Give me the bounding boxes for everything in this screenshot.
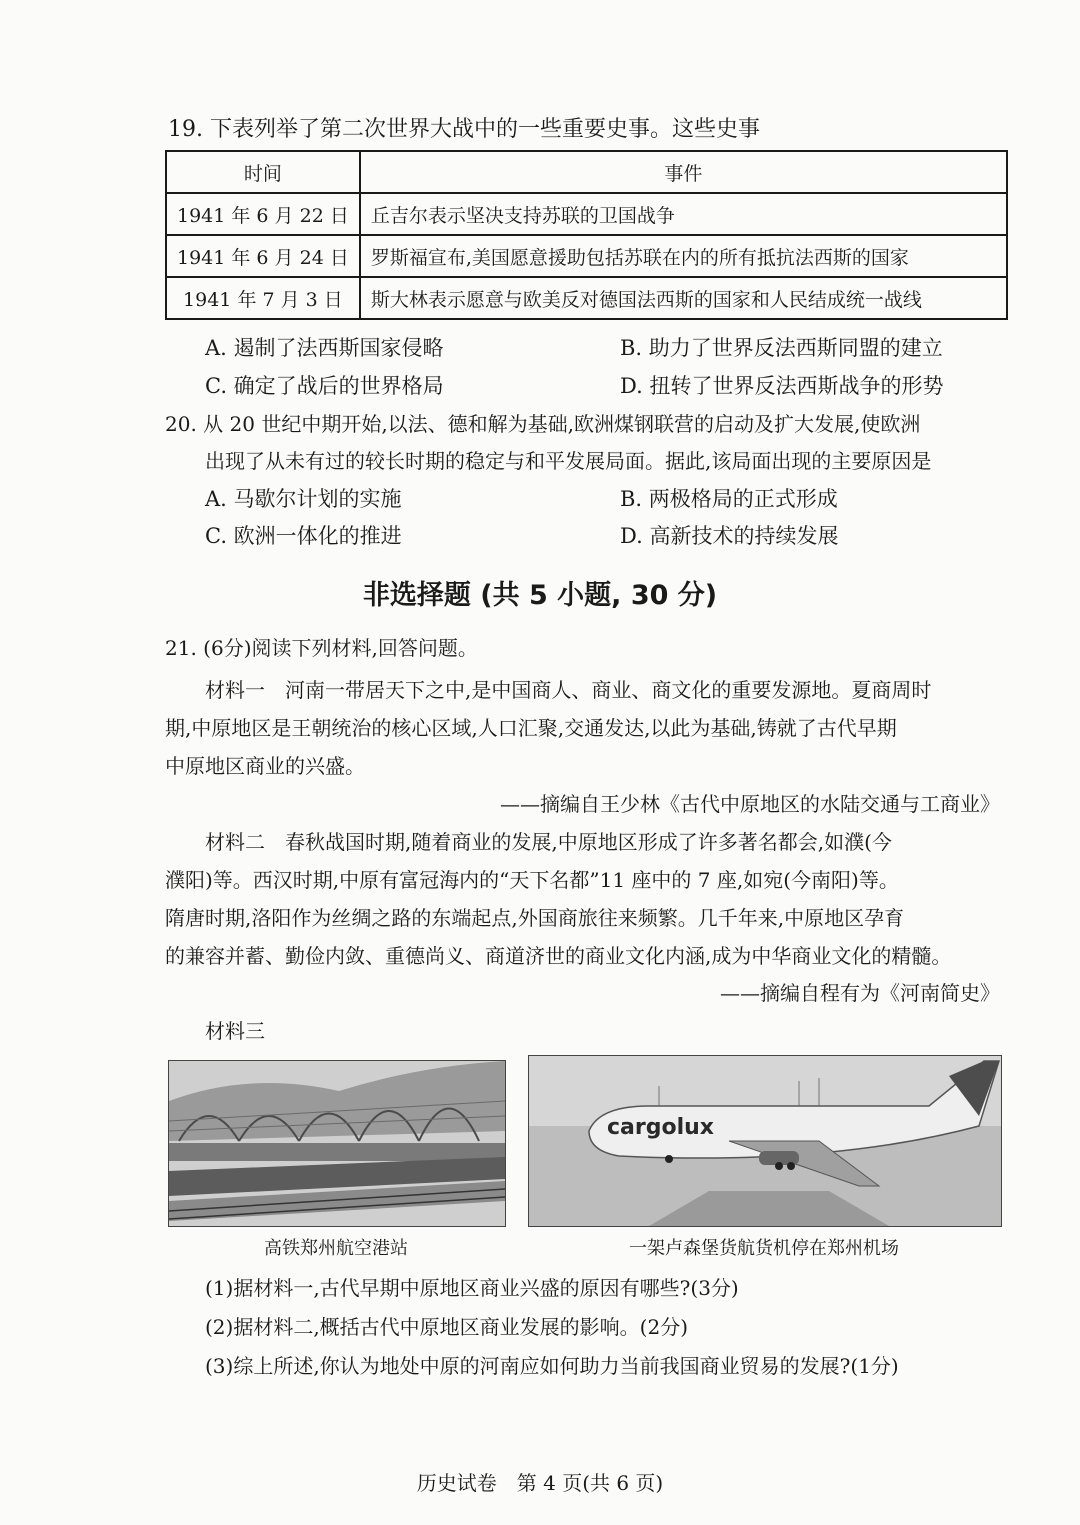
photo-1-caption: 高铁郑州航空港站 [264, 1238, 408, 1259]
row-event: 罗斯福宣布,美国愿意援助包括苏联在内的所有抵抗法西斯的国家 [360, 235, 1007, 277]
photo-zhengzhou-airport-station [168, 1060, 506, 1227]
q20-option-b[interactable]: B. 两极格局的正式形成 [620, 487, 838, 511]
q19-option-c[interactable]: C. 确定了战后的世界格局 [205, 374, 444, 398]
question-20-line-2: 出现了从未有过的较长时期的稳定与和平发展局面。据此,该局面出现的主要原因是 [205, 449, 932, 473]
material-1-line-2: 期,中原地区是王朝统治的核心区域,人口汇聚,交通发达,以此为基础,铸就了古代早期 [165, 716, 897, 740]
table-row [166, 277, 1007, 319]
q19-option-d[interactable]: D. 扭转了世界反法西斯战争的形势 [620, 374, 944, 398]
section-heading: 非选择题 (共 5 小题, 30 分) [362, 580, 718, 611]
sub-question-2: (2)据材料二,概括古代中原地区商业发展的影响。(2分) [205, 1315, 689, 1339]
q20-option-d[interactable]: D. 高新技术的持续发展 [620, 524, 839, 548]
photo-cargo-plane [528, 1055, 1002, 1227]
question-21-intro: 21. (6分)阅读下列材料,回答问题。 [165, 636, 478, 660]
table-row [166, 235, 1007, 277]
table-row [166, 193, 1007, 235]
material-2-line-4: 的兼容并蓄、勤俭内敛、重德尚义、商道济世的商业文化内涵,成为中华商业文化的精髓。 [165, 944, 952, 968]
row-time: 1941 年 7 月 3 日 [166, 277, 360, 319]
q19-option-a[interactable]: A. 遏制了法西斯国家侵略 [205, 336, 444, 360]
material-2-line-3: 隋唐时期,洛阳作为丝绸之路的东端起点,外国商旅往来频繁。几千年来,中原地区孕育 [165, 906, 905, 930]
header-time: 时间 [166, 151, 360, 193]
plane-brand-text: cargolux [607, 1115, 714, 1140]
question-20-line-1: 20. 从 20 世纪中期开始,以法、德和解为基础,欧洲煤钢联营的启动及扩大发展,使欧洲 [165, 412, 921, 436]
plane-illustration [529, 1056, 1001, 1226]
station-illustration [169, 1061, 505, 1226]
table-header-row [166, 151, 1007, 193]
header-event: 事件 [360, 151, 1007, 193]
photo-2-caption: 一架卢森堡货航货机停在郑州机场 [629, 1238, 899, 1259]
row-time: 1941 年 6 月 24 日 [166, 235, 360, 277]
row-event: 丘吉尔表示坚决支持苏联的卫国战争 [360, 193, 1007, 235]
q20-option-c[interactable]: C. 欧洲一体化的推进 [205, 524, 402, 548]
events-table [165, 150, 1008, 320]
material-1-source: ——摘编自王少林《古代中原地区的水陆交通与工商业》 [500, 792, 1000, 816]
question-19-title: 19. 下表列举了第二次世界大战中的一些重要史事。这些史事 [168, 117, 760, 142]
material-1-line-3: 中原地区商业的兴盛。 [165, 754, 365, 778]
q20-option-a[interactable]: A. 马歇尔计划的实施 [205, 487, 402, 511]
q19-option-b[interactable]: B. 助力了世界反法西斯同盟的建立 [620, 336, 943, 360]
material-2-source: ——摘编自程有为《河南简史》 [720, 981, 1000, 1005]
material-2-line-1: 材料二 春秋战国时期,随着商业的发展,中原地区形成了许多著名都会,如濮(今 [205, 830, 892, 854]
row-event: 斯大林表示愿意与欧美反对德国法西斯的国家和人民结成统一战线 [360, 277, 1007, 319]
page-footer: 历史试卷 第 4 页(共 6 页) [416, 1471, 664, 1495]
row-time: 1941 年 6 月 22 日 [166, 193, 360, 235]
sub-question-1: (1)据材料一,古代早期中原地区商业兴盛的原因有哪些?(3分) [205, 1276, 739, 1300]
material-1-line-1: 材料一 河南一带居天下之中,是中国商人、商业、商文化的重要发源地。夏商周时 [205, 678, 932, 702]
material-3-label: 材料三 [205, 1019, 265, 1043]
material-2-line-2: 濮阳)等。西汉时期,中原有富冠海内的“天下名都”11 座中的 7 座,如宛(今南阳)等。 [165, 868, 899, 892]
sub-question-3: (3)综上所述,你认为地处中原的河南应如何助力当前我国商业贸易的发展?(1分) [205, 1354, 899, 1378]
